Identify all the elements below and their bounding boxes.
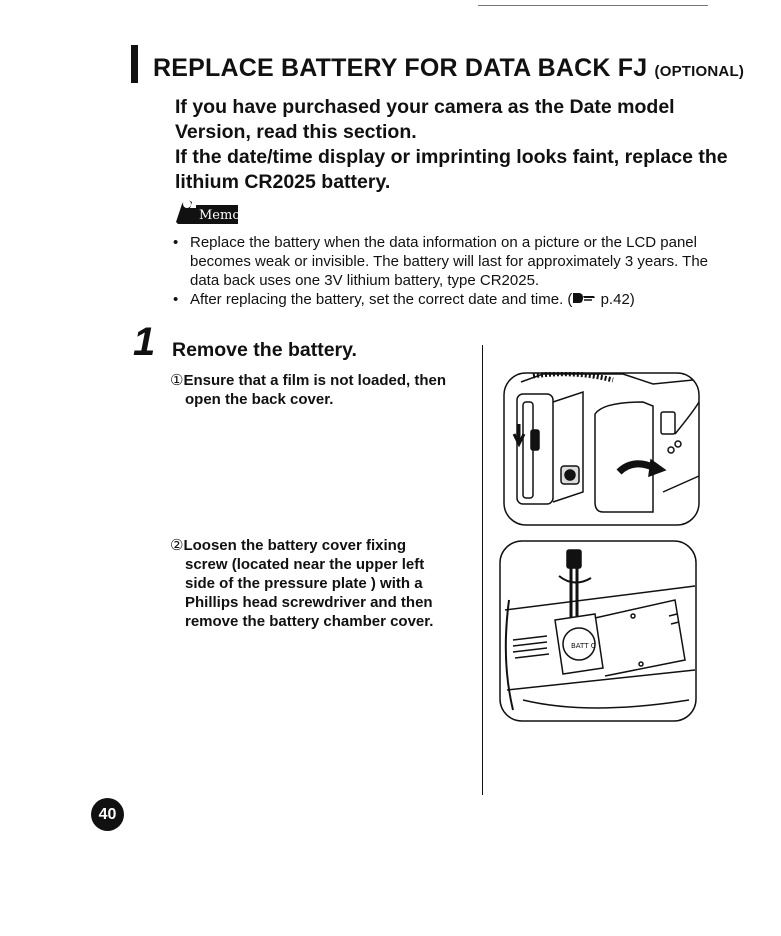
notes-list bbox=[170, 233, 710, 309]
intro-line-2: If the date/time display or imprinting looks faint, replace the lithium CR2025 battery. bbox=[175, 146, 728, 193]
note-ref-page: p.42) bbox=[600, 291, 635, 308]
open-back-cover-illustration bbox=[503, 372, 700, 526]
battery-label: BATT C bbox=[571, 642, 596, 650]
substep-1-marker: ① bbox=[170, 372, 184, 389]
substep-2-marker: ② bbox=[170, 537, 184, 554]
substep-2-line4: Phillips head screwdriver and then bbox=[185, 594, 433, 611]
memo-icon bbox=[174, 196, 240, 226]
header-rule bbox=[478, 5, 708, 6]
page-title bbox=[153, 54, 744, 83]
substep-2-line2: screw (located near the upper left bbox=[185, 556, 425, 573]
battery-cover-screwdriver-illustration bbox=[499, 540, 697, 722]
note-item-2 bbox=[170, 290, 710, 309]
intro-text bbox=[175, 95, 735, 195]
substep-1 bbox=[170, 371, 470, 409]
substep-2 bbox=[170, 536, 470, 631]
step-title: Remove the battery. bbox=[172, 339, 357, 361]
substep-1-line2: open the back cover. bbox=[185, 391, 334, 408]
memo-label: Memo bbox=[199, 208, 240, 223]
intro-line-1: If you have purchased your camera as the Date model Version, read this section. bbox=[175, 96, 675, 143]
substep-1-line1: Ensure that a film is not loaded, then bbox=[183, 372, 446, 389]
page-title-suffix: (OPTIONAL) bbox=[654, 63, 745, 80]
note-item-2-text: After replacing the battery, set the correct date and time. ( bbox=[190, 291, 573, 308]
substep-2-line5: remove the battery chamber cover. bbox=[185, 613, 434, 630]
column-divider bbox=[482, 345, 483, 795]
page-number-badge: 40 bbox=[91, 798, 124, 831]
title-accent-bar bbox=[131, 45, 138, 83]
step-number: 1 bbox=[133, 320, 156, 364]
substep-2-line3: side of the pressure plate ) with a bbox=[185, 575, 423, 592]
reference-icon bbox=[572, 292, 596, 305]
page-title-text: REPLACE BATTERY FOR DATA BACK FJ bbox=[153, 54, 648, 82]
note-item-1: • Replace the battery when the data information on a picture or the LCD panel becomes weak or invisible. The battery will last for approximately 3 years. The data back uses one 3V lithium battery, type CR2025. bbox=[170, 233, 710, 290]
substep-2-line1: Loosen the battery cover fixing bbox=[183, 537, 406, 554]
